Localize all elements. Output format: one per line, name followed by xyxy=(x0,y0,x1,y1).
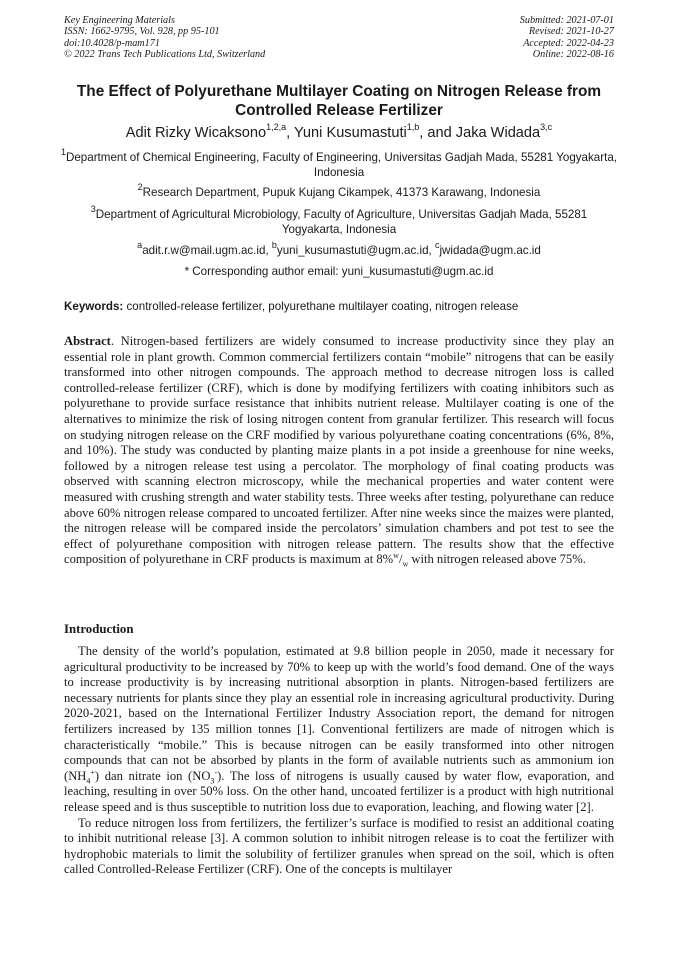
affiliation-3-text: Department of Agricultural Microbiology, Faculty of Agriculture, Universitas Gadjah Mada, 55281 Yogyakarta, Indonesia xyxy=(95,208,588,236)
email-b-marker: b xyxy=(271,240,277,251)
journal-name: Key Engineering Materials xyxy=(64,15,175,26)
author-2-affiliation: 1,b xyxy=(406,122,420,133)
abstract-tail: with nitrogen released above 75%. xyxy=(408,552,586,567)
abstract-label: Abstract xyxy=(64,334,111,348)
date-accepted: Accepted: 2022-04-23 xyxy=(523,37,614,49)
affiliation-2 xyxy=(60,182,618,200)
formula-superscript: + xyxy=(90,767,95,777)
author-emails xyxy=(40,240,638,258)
paragraph-text: The density of the world’s population, estimated at 9.8 billion people in 2050, made it necessary for agricultural productivity to be increased by 70% to keep up with the world’s food demand. One of the ways to increase productivity is by increasing nutritional absorption in plants. Nitrogen-based fertilizers are necessary nutrients for plants since they play an essential role in increasing agricultural productivity. During 2020-2021, based on the International Fertilizer Industry Association report, the demand for nitrogen fertilizers increased by 135 million tonnes [1]. Conventional fertilizers are made of nitrogen which is characteristically “mobile.” This is because nitrogen can be easily transformed into other nitrogen compounds that can not be absorbed by plants in the form of available nutrients such as ammonium ion (NH xyxy=(64,644,614,783)
date-online: Online: 2022-08-16 xyxy=(532,49,614,61)
author-separator: , and xyxy=(419,125,456,141)
section-heading-introduction: Introduction xyxy=(64,622,134,636)
author-separator: , xyxy=(286,125,294,141)
affiliation-2-marker: 2 xyxy=(137,182,143,193)
author-1: Adit Rizky Wicaksono xyxy=(125,125,267,141)
abstract-frac-slash: / xyxy=(398,552,403,567)
author-1-affiliation: 1,2,a xyxy=(266,122,287,133)
affiliation-2-text: Research Department, Pupuk Kujang Cikampek, 41373 Karawang, Indonesia xyxy=(142,186,541,199)
paper-title: The Effect of Polyurethane Multilayer Coating on Nitrogen Release from Controlled Release Fertilizer xyxy=(76,83,602,119)
journal-issn: ISSN: 1662-9795, Vol. 928, pp 95-101 xyxy=(64,26,220,38)
corresponding-author: * Corresponding author email: yuni_kusumastuti@ugm.ac.id xyxy=(184,265,494,278)
author-3-affiliation: 3,c xyxy=(540,122,553,133)
date-submitted: Submitted: 2021-07-01 xyxy=(519,15,614,26)
paragraph-text: ). The loss of nitrogens is usually caused by water flow, evaporation, and leaching, resulting in over 50% loss. On the other hand, uncoated fertilizer is a product with high nutritional release speed and is thus susceptible to nutrition loss due to evaporation, leaching, and flowing water [2]. xyxy=(64,768,614,814)
formula-subscript: 3 xyxy=(210,776,215,786)
abstract-frac-sup: w xyxy=(393,551,399,561)
introduction-paragraph-2: To reduce nitrogen loss from fertilizers, the fertilizer’s surface is modified to resist an additional coating to inhibit nutritional release [3]. A common solution to inhibit nitrogen release is to coat the fertilizer with hydrophobic materials to limit the solubility of fertilizer granules when spread on the soil, which is often called Controlled-Release Fertilizer (CRF). One of the concepts is multilayer xyxy=(64,815,614,877)
affiliation-3 xyxy=(60,204,618,237)
email-a-marker: a xyxy=(137,240,143,251)
email-separator: , xyxy=(428,244,435,257)
introduction-body xyxy=(64,644,614,878)
formula-subscript: 4 xyxy=(86,776,91,786)
email-c[interactable]: jwidada@ugm.ac.id xyxy=(439,244,541,257)
author-2: Yuni Kusumastuti xyxy=(294,125,407,141)
formula-superscript: - xyxy=(214,767,218,777)
affiliation-1 xyxy=(60,147,618,180)
abstract-frac-sub: w xyxy=(402,559,409,569)
abstract-text: . Nitrogen-based fertilizers are widely consumed to increase productivity since they play an essential role in plant growth. Common commercial fertilizers contain “mobile” nitrogens that can be easily transformed into other nitrogen compounds. The approach method to decrease nitrogen loss is called controlled-release fertilizer (CRF), which is done by modifying fertilizers with coating inhibitors such as polyurethane to provide surface resistance that inhibits nutrient release. Multilayer coating is one of the alternatives to minimize the risk of losing nitrogen content from granular fertilizer. This research will focus on studying nitrogen release on the CRF modified by various polyurethane coating concentrations (6%, 8%, and 10%). The study was conducted by planting maize plants in a pot inside a greenhouse for nine weeks, followed by a nitrogen release test using a percolator. The morphology of final coating products was observed with scanning electron microscopy, while the mechanical properties and water content were measured with crushing strength and water stability tests. Three weeks after testing, polyurethane can reduce above 60% nitrogen release compared to uncoated fertilizer. After nine weeks since the maizes were planted, the nitrogen release will be compared inside the percolators’ simulation chambers and pot test to see the effect of polyurethane composition with nitrogen release pattern. The results show that the effective composition of polyurethane in CRF products is maximum at 8% xyxy=(64,334,614,567)
journal-info xyxy=(64,15,265,61)
author-list xyxy=(40,124,638,142)
abstract xyxy=(64,334,614,568)
author-3: Jaka Widada xyxy=(455,125,541,141)
submission-dates xyxy=(520,15,614,61)
journal-doi: doi:10.4028/p-mam171 xyxy=(64,37,160,49)
email-separator: , xyxy=(265,244,272,257)
date-revised: Revised: 2021-10-27 xyxy=(528,26,614,38)
keywords-label: Keywords: xyxy=(64,300,124,313)
introduction-paragraph-1 xyxy=(64,644,614,816)
email-c-marker: c xyxy=(434,240,440,251)
journal-copyright: © 2022 Trans Tech Publications Ltd, Switzerland xyxy=(64,49,266,61)
keywords-text: controlled-release fertilizer, polyurethane multilayer coating, nitrogen release xyxy=(123,300,519,313)
affiliation-1-text: Department of Chemical Engineering, Faculty of Engineering, Universitas Gadjah Mada, 55281 Yogyakarta, Indonesia xyxy=(65,151,618,179)
paragraph-text: ) dan nitrate ion (NO xyxy=(94,768,211,783)
affiliation-1-marker: 1 xyxy=(60,147,66,158)
email-b[interactable]: yuni_kusumastuti@ugm.ac.id xyxy=(276,244,429,257)
keywords xyxy=(64,299,614,314)
affiliation-3-marker: 3 xyxy=(90,204,96,215)
email-a[interactable]: adit.r.w@mail.ugm.ac.id xyxy=(142,244,266,257)
